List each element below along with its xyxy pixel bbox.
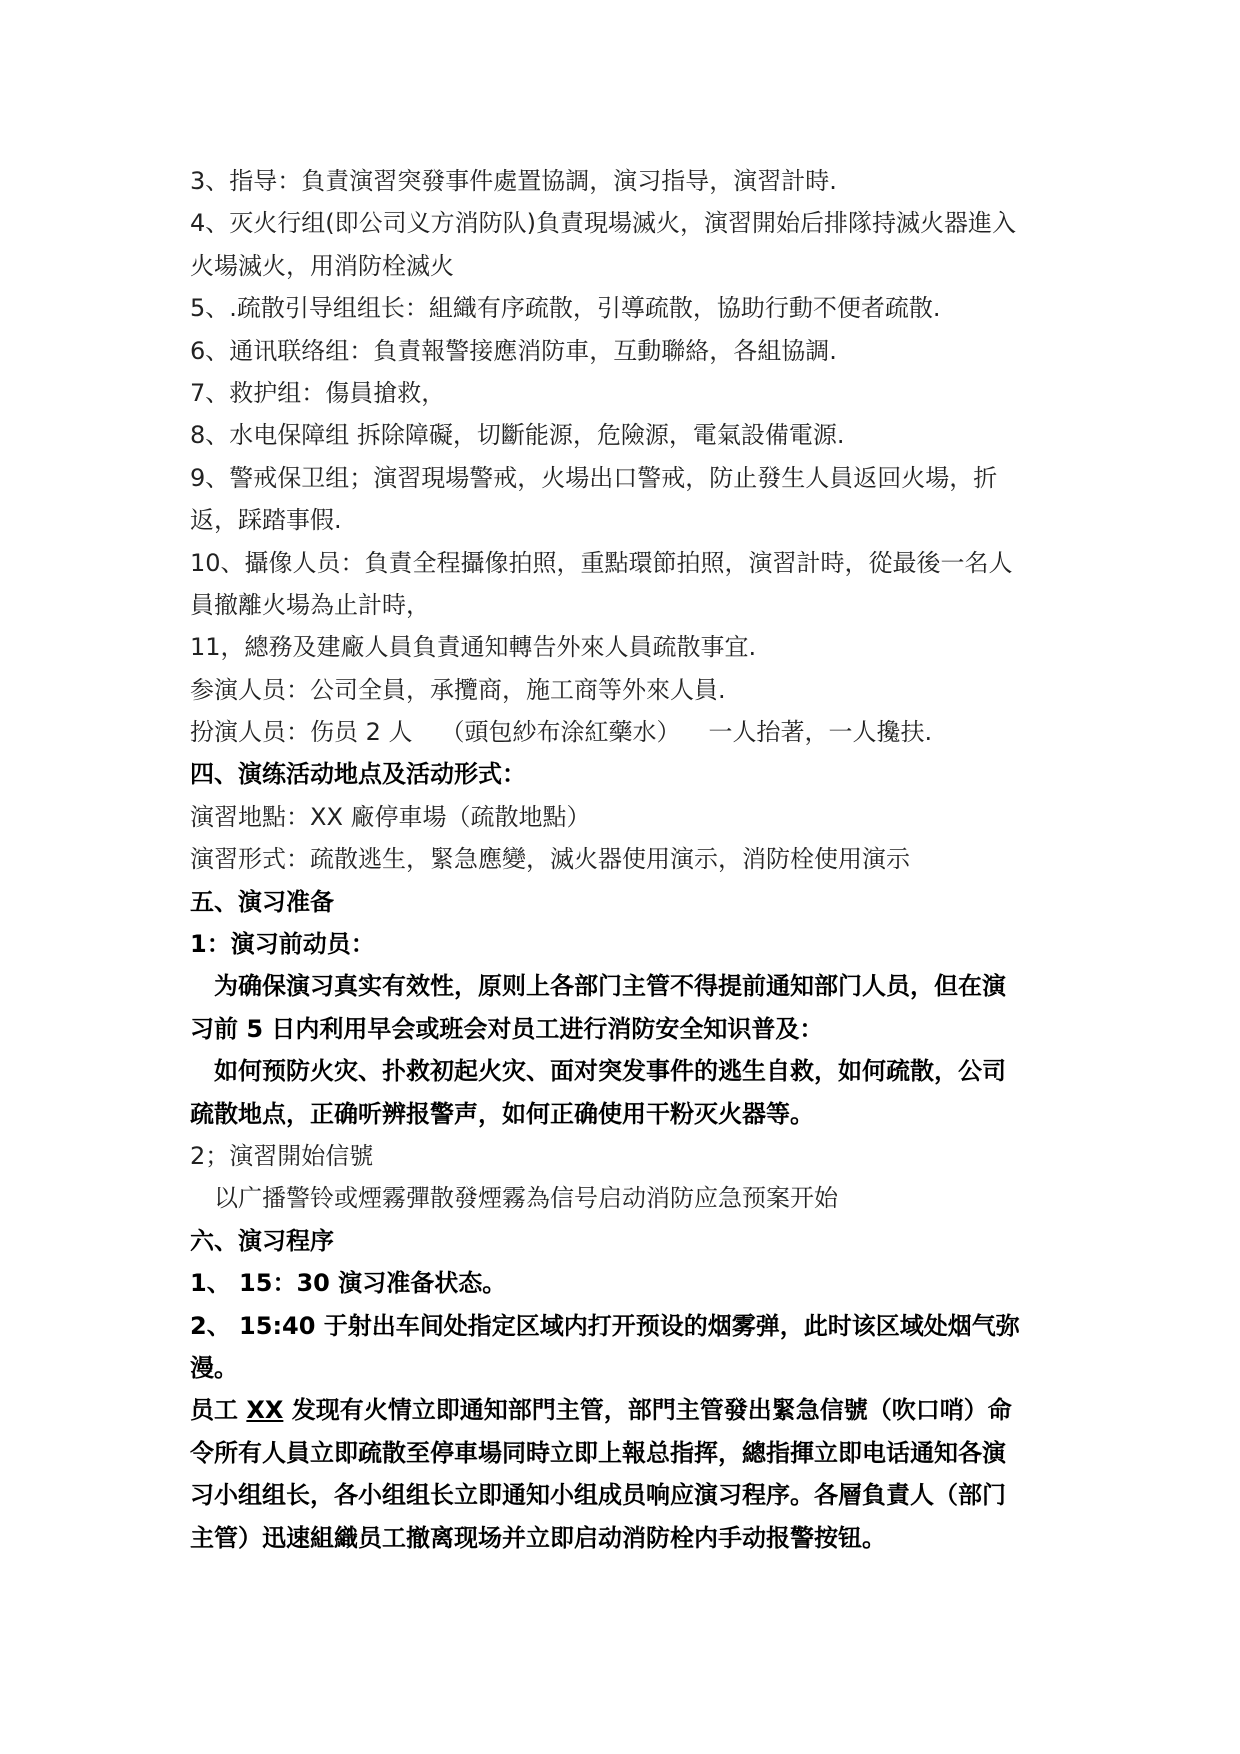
role-line-10: 10、攝像人员：負責全程攝像拍照，重點環節拍照，演習計時，從最後一名人 (190, 548, 1013, 577)
actors-part-c: 一人抬著，一人攙扶. (708, 718, 933, 747)
step-2-line-2: 漫。 (190, 1353, 238, 1382)
role-line-4: 4、灭火行组(即公司义方消防队)負責現場滅火，演習開始后排隊持滅火器進入 (190, 209, 1016, 238)
step-3-line-2: 令所有人員立即疏散至停車場同時立即上報总指挥，總指揮立即电话通知各演 (190, 1438, 1006, 1467)
role-line-6: 6、通讯联络组：負責報警接應消防車，互動聯絡，各組協調. (190, 336, 837, 365)
step-3-prefix: 员工 (190, 1396, 247, 1425)
role-line-11: 11，總務及建廠人員負責通知轉告外來人員疏散事宜. (190, 633, 757, 662)
section-4-heading: 四、演练活动地点及活动形式： (190, 760, 526, 789)
role-line-7: 7、救护组：傷員搶救， (190, 378, 446, 407)
prep-2-body: 以广播警铃或煙霧彈散發煙霧為信号启动消防应急预案开始 (214, 1184, 838, 1213)
actors-part-a: 扮演人员：伤员 2 人 (190, 718, 413, 747)
participants-line: 参演人员：公司全員，承攬商，施工商等外來人員. (190, 675, 726, 704)
section-5-heading: 五、演习准备 (190, 887, 334, 916)
step-3-line-4: 主管）迅速組織员工撤离现场并立即启动消防栓内手动报警按钮。 (190, 1523, 886, 1552)
role-line-4-cont: 火場滅火，用消防栓滅火 (190, 251, 454, 280)
step-3-line-1 (190, 1389, 1060, 1431)
actors-line (190, 711, 1060, 753)
actors-part-b: （頭包紗布涂紅藥水） (440, 718, 681, 747)
role-line-9-cont: 返，踩踏事假. (190, 506, 342, 535)
role-line-10-cont: 員撤離火場為止計時， (190, 590, 430, 619)
drill-location: 演習地點：XX 廠停車場（疏散地點） (190, 802, 591, 831)
step-2-line-1: 2、 15:40 于射出车间处指定区域内打开预设的烟雾弹，此时该区域处烟气弥 (190, 1311, 1020, 1340)
step-1: 1、 15：30 演习准备状态。 (190, 1269, 507, 1298)
step-3-rest: 发现有火情立即通知部門主管，部門主管發出緊急信號（吹口哨）命 (283, 1396, 1012, 1425)
prep-1-para-1-line-2: 习前 5 日内利用早会或班会对员工进行消防安全知识普及： (190, 1014, 824, 1043)
document-page (190, 160, 1060, 1559)
prep-1-heading: 1：演习前动员： (190, 930, 375, 959)
role-line-3: 3、指导：負責演習突發事件處置協調，演习指导，演習計時. (190, 167, 837, 195)
prep-1-para-2-line-1: 如何预防火灾、扑救初起火灾、面对突发事件的逃生自救，如何疏散，公司 (214, 1057, 1006, 1086)
step-3-underlined-name: XX (246, 1396, 284, 1425)
prep-2-heading: 2；演習開始信號 (190, 1141, 374, 1170)
prep-1-para-1-line-1: 为确保演习真实有效性，原则上各部门主管不得提前通知部门人员，但在演 (214, 972, 1006, 1001)
role-line-5: 5、.疏散引导组组长：組織有序疏散，引導疏散，協助行動不便者疏散. (190, 294, 941, 323)
role-line-9: 9、警戒保卫组；演習現場警戒，火場出口警戒，防止發生人員返回火場，折 (190, 463, 998, 492)
role-line-8: 8、水电保障组 拆除障礙，切斷能源，危險源，電氣設備電源. (190, 421, 845, 450)
step-3-line-3: 习小组组长，各小组组长立即通知小组成员响应演习程序。各層負責人（部门 (190, 1481, 1006, 1510)
prep-1-para-2-line-2: 疏散地点，正确听辨报警声，如何正确使用干粉灭火器等。 (190, 1099, 814, 1128)
drill-form: 演習形式：疏散逃生，緊急應變，滅火器使用演示，消防栓使用演示 (190, 845, 910, 874)
section-6-heading: 六、演习程序 (190, 1226, 334, 1255)
